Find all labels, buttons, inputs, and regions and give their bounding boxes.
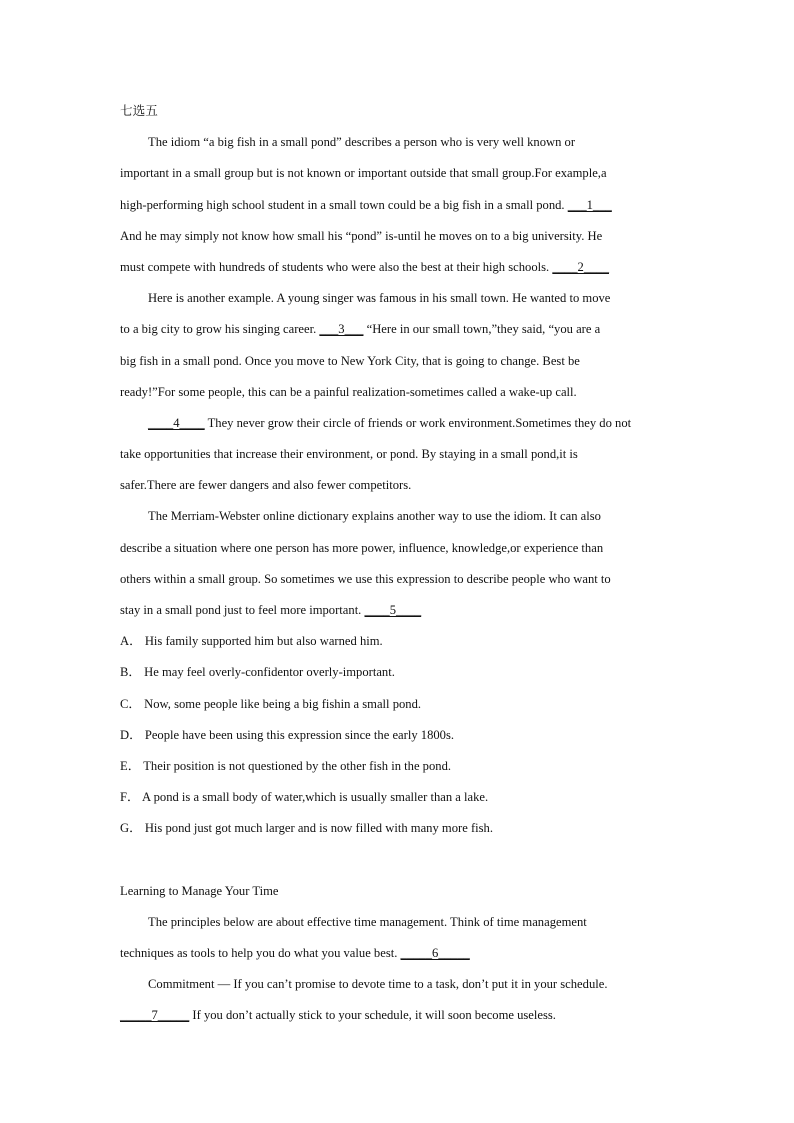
passage-line: The principles below are about effective time management. Think of time management bbox=[148, 914, 587, 929]
blank-3[interactable]: ___3___ bbox=[319, 322, 364, 337]
option-f[interactable]: F． A pond is a small body of water,which is usually smaller than a lake. bbox=[120, 790, 489, 805]
passage-line: techniques as tools to help you do what you value best. _____6_____ bbox=[120, 945, 470, 960]
option-g[interactable]: G． His pond just got much larger and is now filled with many more fish. bbox=[120, 821, 493, 836]
blank-5[interactable]: ____5____ bbox=[364, 603, 422, 617]
option-a[interactable]: A． His family supported him but also warned him. bbox=[120, 634, 383, 649]
passage-line: ready!”For some people, this can be a painful realization-sometimes called a wake-up call. bbox=[120, 384, 577, 399]
option-d[interactable]: D． People have been using this expression since the early 1800s. bbox=[120, 727, 455, 742]
option-e[interactable]: E． Their position is not questioned by the other fish in the pond. bbox=[120, 758, 452, 773]
passage-title: Learning to Manage Your Time bbox=[120, 883, 279, 898]
passage-line: important in a small group but is not known or important outside that small group.For example,a bbox=[120, 166, 607, 181]
passage-line: take opportunities that increase their environment, or pond. By staying in a small pond,it is bbox=[120, 447, 578, 462]
blank-6[interactable]: _____6_____ bbox=[400, 945, 470, 960]
passage-line: The Merriam-Webster online dictionary explains another way to use the idiom. It can also bbox=[148, 509, 601, 524]
passage-line: stay in a small pond just to feel more important. ____5____ bbox=[120, 603, 422, 617]
passage-line: The idiom “a big fish in a small pond” describes a person who is very well known or bbox=[148, 135, 576, 150]
option-c[interactable]: C． Now, some people like being a big fishin a small pond. bbox=[120, 696, 422, 711]
passage-line: And he may simply not know how small his “pond” is-until he moves on to a big university. He bbox=[120, 228, 603, 243]
passage-line: high-performing high school student in a small town could be a big fish in a small pond. ___1___ bbox=[120, 197, 612, 212]
passage-line: describe a situation where one person has more power, influence, knowledge,or experience than bbox=[120, 540, 604, 555]
passage-line: others within a small group. So sometimes we use this expression to describe people who want to bbox=[120, 571, 611, 586]
passage-content bbox=[120, 96, 676, 1031]
passage-line: safer.There are fewer dangers and also fewer competitors. bbox=[120, 478, 412, 493]
section-heading: 七选五 bbox=[120, 104, 158, 118]
passage-line: _____7_____ If you don’t actually stick to your schedule, it will soon become useless. bbox=[120, 1008, 556, 1023]
passage-line: ____4____ They never grow their circle of friends or work environment.Sometimes they do not bbox=[148, 415, 632, 430]
passage-line: Commitment — If you can’t promise to devote time to a task, don’t put it in your schedule. bbox=[148, 977, 608, 992]
passage-line: Here is another example. A young singer was famous in his small town. He wanted to move bbox=[148, 291, 611, 306]
blank-2[interactable]: ____2____ bbox=[552, 259, 609, 274]
section-gap bbox=[120, 845, 676, 876]
passage-line: must compete with hundreds of students who were also the best at their high schools. ____2____ bbox=[120, 259, 609, 274]
blank-7[interactable]: _____7_____ bbox=[120, 1008, 190, 1023]
passage-line: big fish in a small pond. Once you move to New York City, that is going to change. Best be bbox=[120, 353, 580, 368]
blank-1[interactable]: ___1___ bbox=[567, 197, 612, 212]
blank-4[interactable]: ____4____ bbox=[148, 415, 205, 430]
option-b[interactable]: B． He may feel overly-confidentor overly-important. bbox=[120, 665, 395, 680]
passage-line: to a big city to grow his singing career. ___3___ “Here in our small town,”they said, “you are a bbox=[120, 322, 601, 337]
